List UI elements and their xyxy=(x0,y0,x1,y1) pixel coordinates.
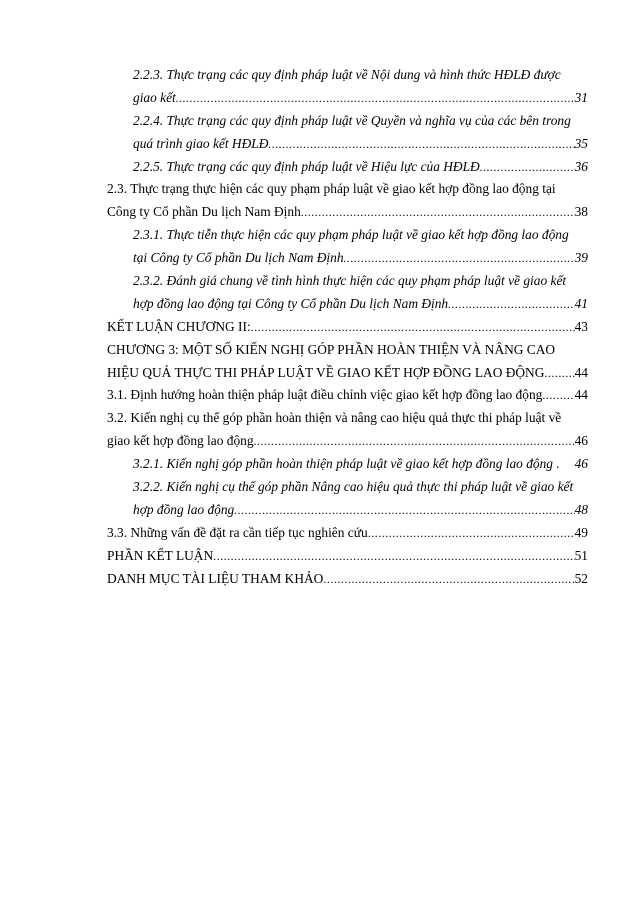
toc-page-number: 39 xyxy=(574,250,588,266)
toc-page-number: 43 xyxy=(574,318,588,334)
toc-entry xyxy=(107,499,588,522)
toc-entry-title: 2.2.3. Thực trạng các quy định pháp luật về Nội dung và hình thức HĐLĐ được xyxy=(133,67,561,82)
toc-entry xyxy=(107,430,588,453)
toc-entry-title: 2.3.1. Thực tiễn thực hiện các quy phạm pháp luật về giao kết hợp đồng lao động xyxy=(133,227,569,243)
toc-page-number: 51 xyxy=(574,547,588,563)
toc-entry xyxy=(107,568,588,591)
toc-entry-title: KẾT LUẬN CHƯƠNG II: xyxy=(107,318,251,334)
toc-entry xyxy=(107,110,588,133)
toc-entry xyxy=(107,453,588,476)
toc-leader-dots xyxy=(176,87,575,110)
toc-page-number: 44 xyxy=(574,364,588,380)
toc-leader-dots xyxy=(448,293,574,316)
toc-leader-dots xyxy=(544,362,574,385)
toc-entry-title: hợp đồng lao động tại Công ty Cổ phần Du lịch Nam Định xyxy=(133,295,449,311)
toc-page-number: 44 xyxy=(574,387,588,403)
toc-entry xyxy=(107,133,588,156)
toc-page-number: 36 xyxy=(574,158,588,174)
toc-entry-title: PHẦN KẾT LUẬN xyxy=(107,547,214,563)
toc-page-number: 31 xyxy=(574,89,588,105)
toc-page-number: 46 xyxy=(574,456,588,472)
toc-entry xyxy=(107,224,588,247)
toc-page-number: 48 xyxy=(574,501,588,517)
toc-entry-title: 3.2.1. Kiến nghị góp phần hoàn thiện pháp luật về giao kết hợp đồng lao động . xyxy=(133,456,560,472)
toc-entry xyxy=(107,293,588,316)
toc-leader-dots xyxy=(542,384,574,407)
toc-entry-title: HIỆU QUẢ THỰC THI PHÁP LUẬT VỀ GIAO KẾT HỢP ĐỒNG LAO ĐỘNG xyxy=(107,364,545,380)
toc-entry-title: Công ty Cổ phần Du lịch Nam Định xyxy=(107,204,301,220)
toc-entry-title: hợp đồng lao động xyxy=(133,501,235,517)
toc-leader-dots xyxy=(301,201,575,224)
toc-entry xyxy=(107,178,588,201)
toc-entry xyxy=(107,87,588,110)
toc-leader-dots xyxy=(480,156,575,179)
toc-entry xyxy=(107,476,588,499)
toc-page-number: 49 xyxy=(574,524,588,540)
toc-entry xyxy=(107,545,588,568)
toc-entry-title: 2.3.2. Đánh giá chung về tình hình thực hiện các quy phạm pháp luật về giao kết xyxy=(133,273,567,289)
toc-entry xyxy=(107,247,588,270)
toc-entry xyxy=(107,270,588,293)
toc-entry xyxy=(107,64,588,87)
toc-leader-dots xyxy=(213,545,574,568)
toc-leader-dots xyxy=(323,568,574,591)
table-of-contents xyxy=(107,64,588,590)
toc-entry-title: 3.1. Định hướng hoàn thiện pháp luật điều chỉnh việc giao kết hợp đồng lao động xyxy=(107,387,543,403)
toc-entry-title: 2.2.4. Thực trạng các quy định pháp luật về Quyền và nghĩa vụ của các bên trong xyxy=(133,112,571,128)
toc-entry-title: 3.2.2. Kiến nghị cụ thể góp phần Nâng cao hiệu quả thực thi pháp luật về giao kết xyxy=(133,479,574,495)
toc-entry xyxy=(107,407,588,430)
toc-leader-dots xyxy=(368,522,575,545)
toc-entry-title: 2.2.5. Thực trạng các quy định pháp luật về Hiệu lực của HĐLĐ xyxy=(133,158,480,174)
toc-leader-dots xyxy=(234,499,574,522)
toc-entry-title: 2.3. Thực trạng thực hiện các quy phạm pháp luật về giao kết hợp đồng lao động tại xyxy=(107,181,556,197)
toc-entry-title: CHƯƠNG 3: MỘT SỐ KIẾN NGHỊ GÓP PHẦN HOÀN THIỆN VÀ NÂNG CAO xyxy=(107,341,556,357)
toc-page-number: 35 xyxy=(574,135,588,151)
toc-page-number: 38 xyxy=(574,204,588,220)
toc-entry xyxy=(107,201,588,224)
toc-leader-dots xyxy=(254,430,575,453)
toc-entry-title: quá trình giao kết HĐLĐ xyxy=(133,135,269,151)
toc-entry xyxy=(107,384,588,407)
toc-leader-dots xyxy=(251,316,575,339)
toc-page-number: 46 xyxy=(574,433,588,449)
toc-entry-title: DANH MỤC TÀI LIỆU THAM KHẢO xyxy=(107,570,324,586)
toc-entry xyxy=(107,156,588,179)
toc-entry-title: 3.3. Những vấn đề đặt ra cần tiếp tục nghiên cứu xyxy=(107,524,368,540)
toc-leader-dots xyxy=(268,133,574,156)
toc-entry xyxy=(107,316,588,339)
toc-entry-title: giao kết hợp đồng lao động xyxy=(107,433,254,449)
toc-page-number: 52 xyxy=(574,570,588,586)
toc-entry-title: tại Công ty Cổ phần Du lịch Nam Định xyxy=(133,250,344,266)
toc-leader-dots xyxy=(344,247,575,270)
toc-entry xyxy=(107,362,588,385)
toc-page-number: 41 xyxy=(574,295,588,311)
toc-entry xyxy=(107,339,588,362)
toc-entry-title: giao kết xyxy=(133,89,176,105)
toc-entry-title: 3.2. Kiến nghị cụ thể góp phần hoàn thiện và nâng cao hiệu quả thực thi pháp luật về xyxy=(107,410,562,426)
toc-entry xyxy=(107,522,588,545)
